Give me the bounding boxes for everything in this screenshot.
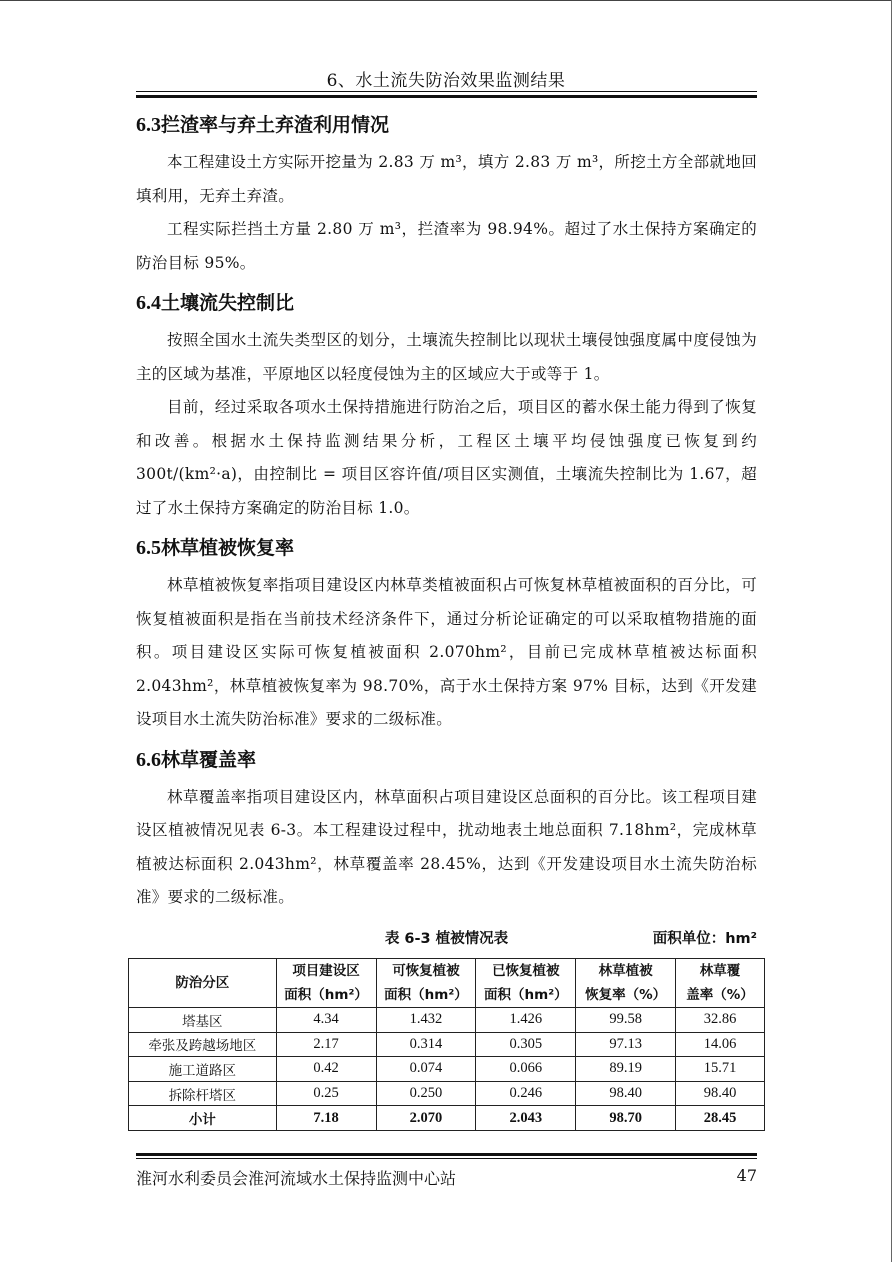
- table-cell: 0.314: [376, 1032, 476, 1057]
- table-cell: 拆除杆塔区: [129, 1081, 277, 1106]
- section-title: 土壤流失控制比: [161, 292, 295, 314]
- section-number: 6.3: [136, 114, 161, 136]
- table-cell: 施工道路区: [129, 1057, 277, 1082]
- section-title: 拦渣率与弃土弃渣利用情况: [161, 114, 390, 136]
- page-number: 47: [736, 1166, 757, 1185]
- column-header: 已恢复植被 面积（hm²）: [476, 959, 576, 1008]
- table-cell: 97.13: [576, 1032, 676, 1057]
- page-edge-top: [0, 0, 892, 1]
- section-heading-6-4: [136, 286, 757, 320]
- vegetation-table: [128, 958, 765, 1131]
- column-header: 林草植被 恢复率（%）: [576, 959, 676, 1008]
- paragraph: 林草植被恢复率指项目建设区内林草类植被面积占可恢复林草植被面积的百分比，可恢复植被面积是指在当前技术经济条件下，通过分析论证确定的可以采取植物措施的面积。项目建设区实际可恢复植被面积 2.070hm²，目前已完成林草植被达标面积 2.043hm²，林草植被恢复率为 98.70%，高于水土保持方案 97% 目标，达到《开发建设项目水土流失防治标准》要求的二级标准。: [136, 576, 757, 728]
- footer-rule-thick: [136, 1153, 757, 1156]
- table-cell: 0.066: [476, 1057, 576, 1082]
- header-rule-thin: [136, 91, 757, 92]
- section-heading-6-6: [136, 743, 757, 777]
- table-cell: 小计: [129, 1106, 277, 1131]
- table-cell: 1.432: [376, 1008, 476, 1033]
- table-cell: 0.305: [476, 1032, 576, 1057]
- table-cell: 2.043: [476, 1106, 576, 1131]
- table-cell: 14.06: [676, 1032, 765, 1057]
- running-header: 6、水土流失防治效果监测结果: [326, 71, 566, 91]
- section-number: 6.4: [136, 292, 161, 314]
- footer-organization: 淮河水利委员会淮河流域水土保持监测中心站: [136, 1169, 457, 1188]
- table-cell: 牵张及跨越场地区: [129, 1032, 277, 1057]
- section-heading-6-5: [136, 531, 757, 565]
- table-cell: 4.34: [276, 1008, 376, 1033]
- table-cell: 99.58: [576, 1008, 676, 1033]
- paragraph: 林草覆盖率指项目建设区内，林草面积占项目建设区总面积的百分比。该工程项目建设区植被情况见表 6-3。本工程建设过程中，扰动地表土地总面积 7.18hm²，完成林草植被达标面积 2.043hm²，林草覆盖率 28.45%，达到《开发建设项目水土流失防治标准》要求的二级标准。: [136, 787, 757, 906]
- column-header: 防治分区: [129, 959, 277, 1008]
- header-rule-thick: [136, 95, 757, 98]
- paragraph: 目前，经过采取各项水土保持措施进行防治之后，项目区的蓄水保土能力得到了恢复和改善。根据水土保持监测结果分析，工程区土壤平均侵蚀强度已恢复到约 300t/(km²·a)，由控制比 = 项目区容许值/项目区实测值，土壤流失控制比为 1.67，超过了水土保持方案确定的防治目标 1.0。: [136, 398, 757, 517]
- table-cell: 7.18: [276, 1106, 376, 1131]
- table-cell: 0.250: [376, 1081, 476, 1106]
- table-row: [129, 1008, 765, 1033]
- table-cell: 1.426: [476, 1008, 576, 1033]
- page-body: [136, 108, 757, 953]
- table-cell: 15.71: [676, 1057, 765, 1082]
- table-caption-row: [136, 923, 757, 953]
- section-title: 林草植被恢复率: [161, 537, 295, 559]
- table-cell: 0.25: [276, 1081, 376, 1106]
- table-cell: 98.70: [576, 1106, 676, 1131]
- column-header: 项目建设区 面积（hm²）: [276, 959, 376, 1008]
- table-cell: 28.45: [676, 1106, 765, 1131]
- table-cell: 98.40: [676, 1081, 765, 1106]
- paragraph: 工程实际拦挡土方量 2.80 万 m³，拦渣率为 98.94%。超过了水土保持方案确定的防治目标 95%。: [136, 220, 757, 272]
- column-header: 可恢复植被 面积（hm²）: [376, 959, 476, 1008]
- column-header: 林草覆 盖率（%）: [676, 959, 765, 1008]
- table-cell: 0.246: [476, 1081, 576, 1106]
- paragraph: 按照全国水土流失类型区的划分，土壤流失控制比以现状土壤侵蚀强度属中度侵蚀为主的区域为基准，平原地区以轻度侵蚀为主的区域应大于或等于 1。: [136, 331, 757, 383]
- table-unit: 面积单位：hm²: [652, 930, 757, 947]
- table-subtotal-row: [129, 1106, 765, 1131]
- table-cell: 32.86: [676, 1008, 765, 1033]
- table-cell: 2.070: [376, 1106, 476, 1131]
- table-cell: 2.17: [276, 1032, 376, 1057]
- section-number: 6.6: [136, 748, 161, 771]
- table-row: [129, 1081, 765, 1106]
- table-cell: 98.40: [576, 1081, 676, 1106]
- table-caption: 表 6-3 植被情况表: [384, 930, 509, 947]
- table-row: [129, 1032, 765, 1057]
- table-cell: 89.19: [576, 1057, 676, 1082]
- table-cell: 0.074: [376, 1057, 476, 1082]
- table-row: [129, 1057, 765, 1082]
- footer-rule-thin: [136, 1158, 757, 1159]
- table-cell: 0.42: [276, 1057, 376, 1082]
- table-header-row: [129, 959, 765, 1008]
- paragraph: 本工程建设土方实际开挖量为 2.83 万 m³，填方 2.83 万 m³，所挖土方全部就地回填利用，无弃土弃渣。: [136, 153, 757, 205]
- section-number: 6.5: [136, 537, 161, 559]
- section-heading-6-3: [136, 108, 757, 142]
- table-cell: 塔基区: [129, 1008, 277, 1033]
- section-title: 林草覆盖率: [161, 748, 257, 771]
